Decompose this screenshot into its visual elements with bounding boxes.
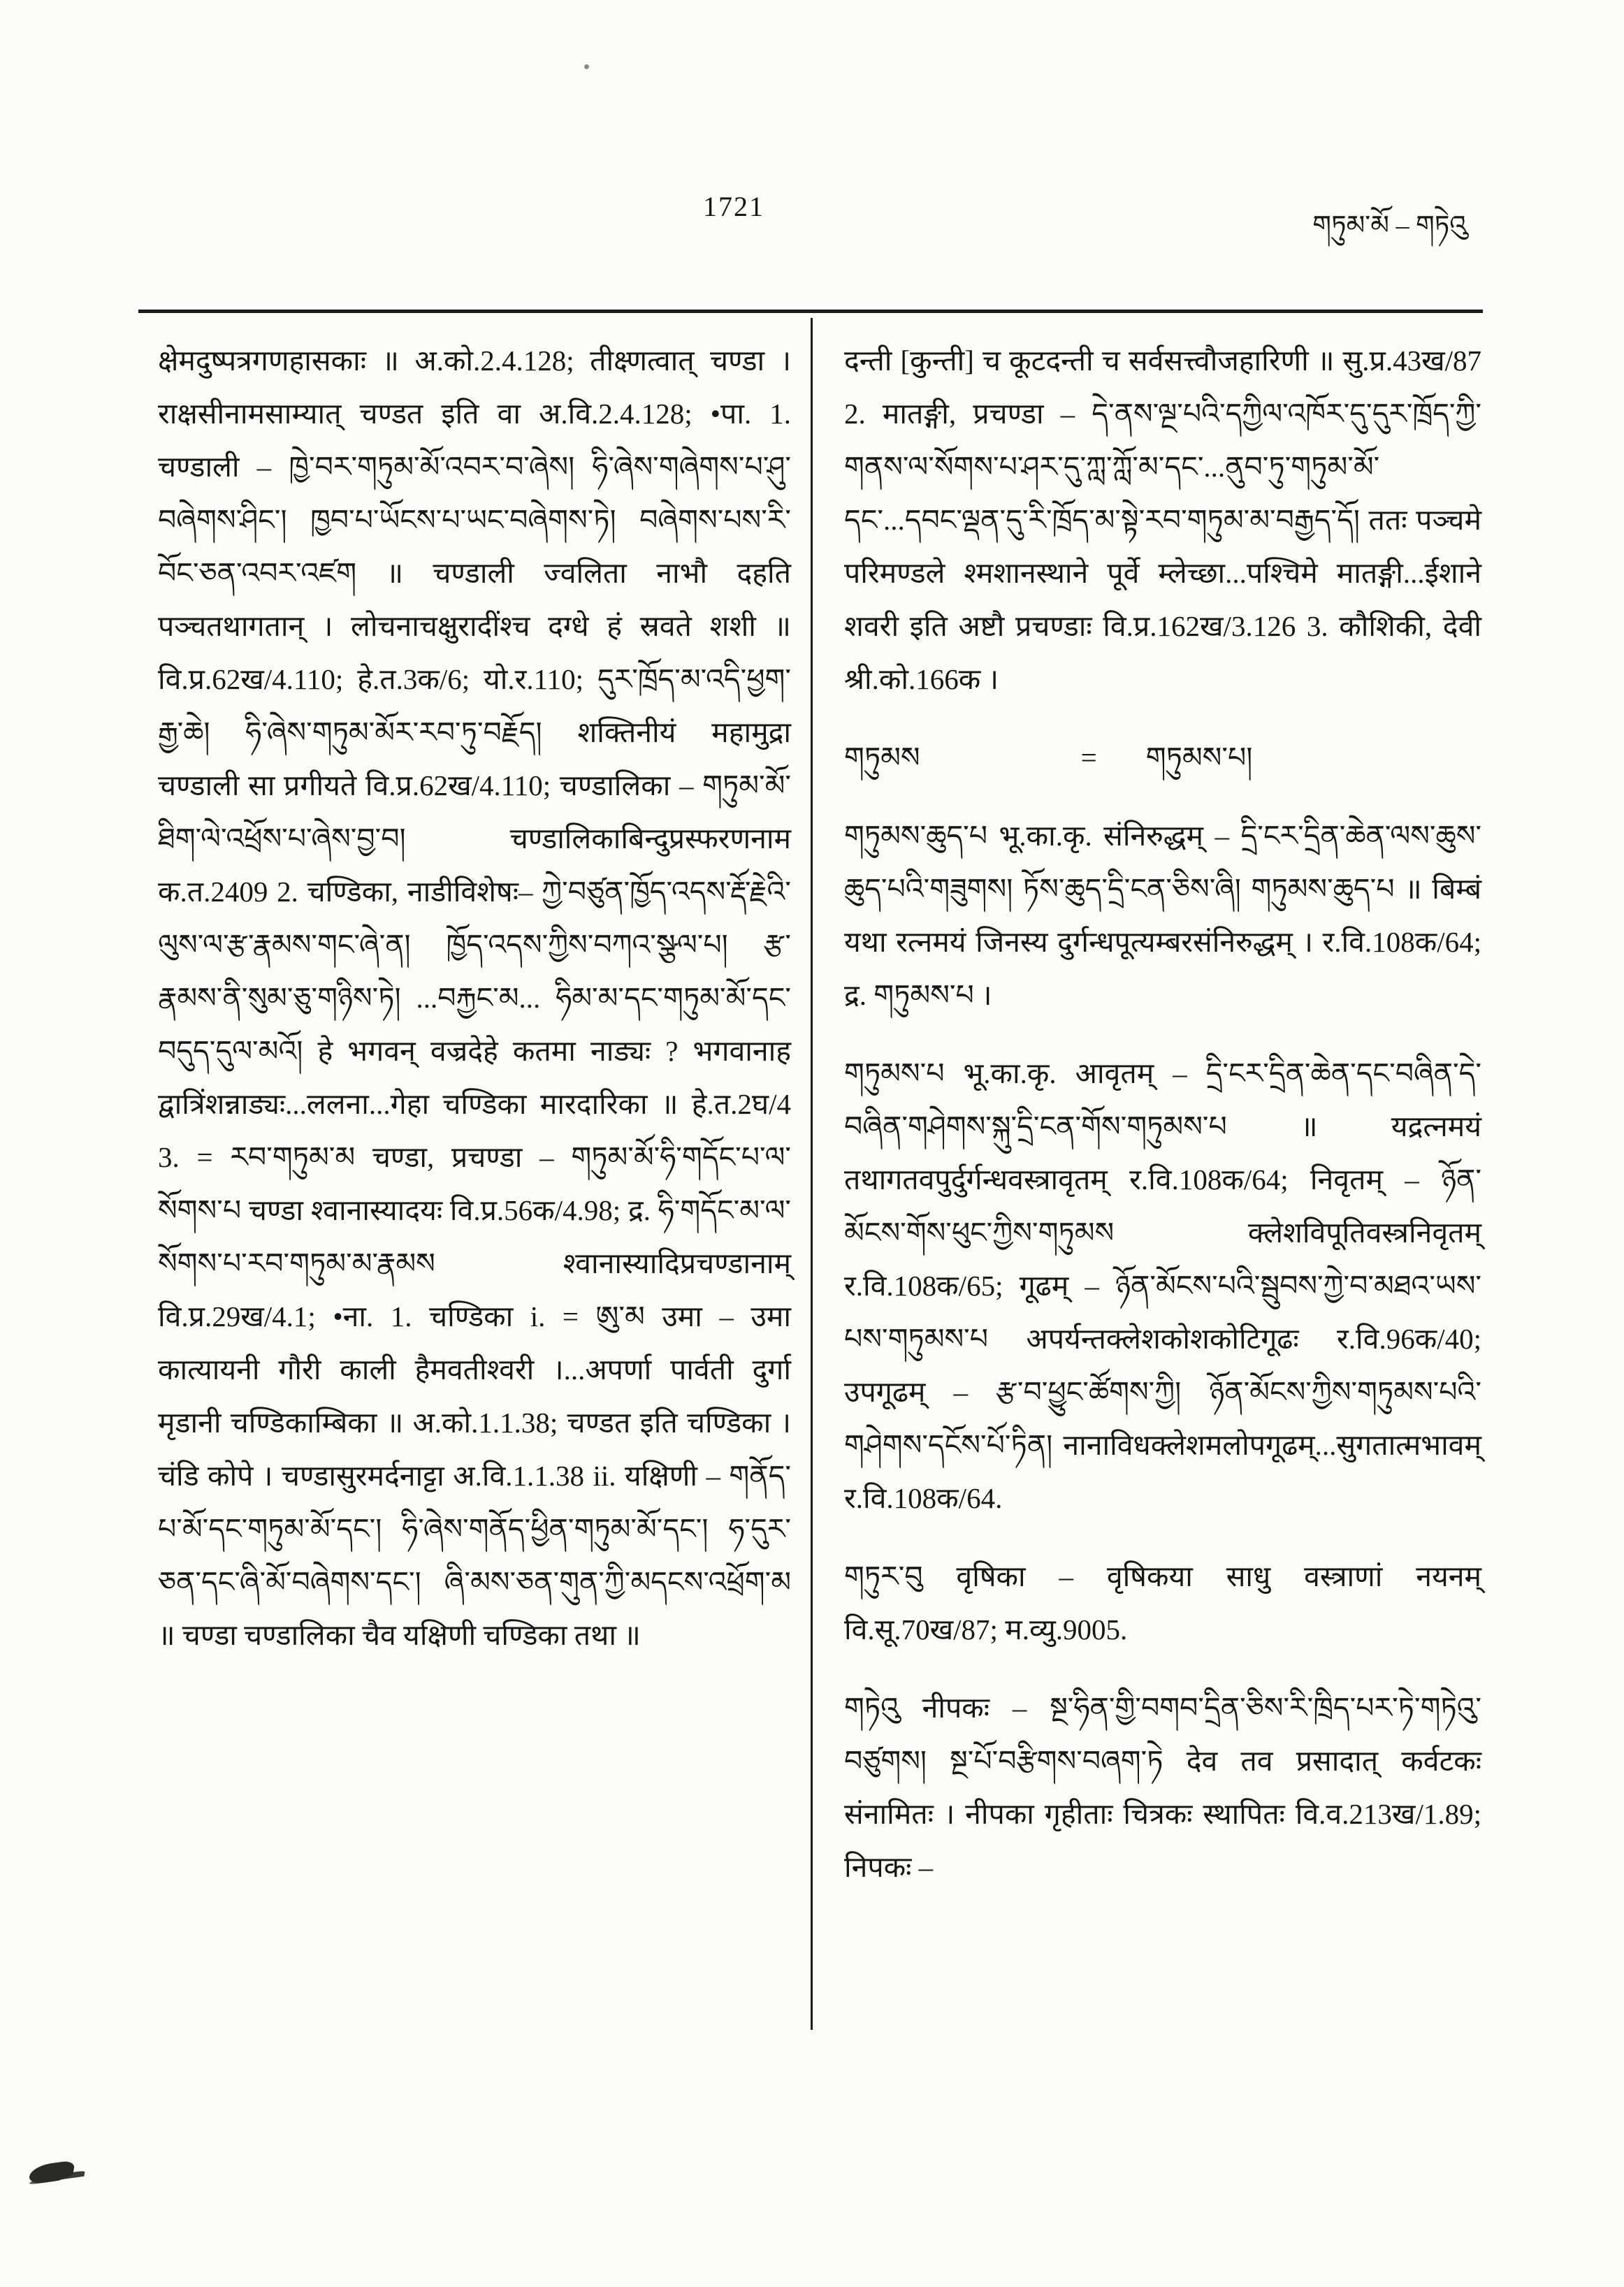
entry-vrsika: གཏུར་བུ वृषिका – वृषिकया साधु वस्त्राणां नयनम् वि.सू.70ख/87; म.व्यु.9005. (844, 1560, 1481, 1646)
left-column (158, 334, 791, 1662)
header-rule (138, 310, 1483, 313)
entry-cross-reference (844, 731, 1481, 784)
entry-candali-continuation: क्षेमदुष्पत्रगणहासकाः ॥ अ.को.2.4.128; तीक्ष्णत्वात् चण्डा । राक्षसीनामसाम्यात् चण्डत इति वा अ.वि.2.4.128; •पा. 1. चण्डाली – ཁྱེ་བར་གཏུམ་མོ་འབར་བ་ཞེས། ཧི་ཞེས་གཞེགས་པ་ཤུ་བཞེགས་ཤིང་། ཁྱབ་པ་ཡོངས་པ་ཡང་བཞེགས་ཏེ། བཞེགས་པས་རི་བོང་ཅན་འབར་འཛག ॥ चण्डाली ज्वलिता नाभौ दहति पञ्चतथागतान् । लोचनाचक्षुरादींश्च दग्धे हं स्रवते शशी ॥ वि.प्र.62ख/4.110; हे.त.3क/6; यो.र.110; དུར་ཁྲོད་མ་འདི་ཕྱག་རྒྱ་ཆེ། ཧི་ཞེས་གཏུམ་མོར་རབ་ཏུ་བརྗོད། शक्तिनीयं महामुद्रा चण्डाली सा प्रगीयते वि.प्र.62ख/4.110; चण्डालिका – གཏུམ་མོ་ཐིག་ལེ་འཕྲོས་པ་ཞེས་བྱ་བ། चण्डालिकाबिन्दुप्रस्फरणनाम क.त.2409 2. चण्डिका, नाडीविशेषः– ཀྱེ་བཙུན་ཁྱོད་འདས་རྡོ་རྗེའི་ལུས་ལ་རྩ་རྣམས་གང་ཞེ་ན། ཁྱོད་འདས་ཀྱིས་བཀའ་སྩལ་པ། རྩ་རྣམས་ནི་སུམ་ཅུ་གཉིས་ཏེ། ...བརྐྱང་མ... ཧིམ་མ་དང་གཏུམ་མོ་དང་བདུད་དུལ་མའོ། हे भगवन् वज्रदेहे कतमा नाड्यः ? भगवानाह द्वात्रिंशन्नाड्यः...ललना...गेहा चण्डिका मारदारिका ॥ हे.त.2घ/4 3. = རབ་གཏུམ་མ चण्डा, प्रचण्डा – གཏུམ་མོ་ཧི་གདོང་པ་ལ་སོགས་པ चण्डा श्वानास्यादयः वि.प्र.56क/4.98; द्र. ཧི་གདོང་མ་ལ་སོགས་པ་རབ་གཏུམ་མ་རྣམས श्वानास्यादिप्रचण्डानाम् वि.प्र.29ख/4.1; •ना. 1. चण्डिका i. = ཨུ་མ उमा – उमा कात्यायनी गौरी काली हैमवतीश्वरी ।...अपर्णा पार्वती दुर्गा मृडानी चण्डिकाम्बिका ॥ अ.को.1.1.38; चण्डत इति चण्डिका । चंडि कोपे । चण्डासुरमर्दनाट्टा अ.वि.1.1.38 ii. यक्षिणी – གནོད་པ་མོ་དང་གཏུམ་མོ་དང་། ཧི་ཞེས་གནོད་ཕྱིན་གཏུམ་མོ་དང་། ཧ་དུར་ཅན་དང་ཞི་མོ་བཞེགས་དང་། ཞི་མས་ཅན་གུན་ཀྱི་མདངས་འཕྲོག་མ ॥ चण्डा चण्डालिका चैव यक्षिणी चण्डिका तथा ॥ (158, 344, 791, 1651)
page-number: 1721 (703, 191, 764, 222)
entry-samniruddham: གཏུམས་ཆུད་པ भू.का.कृ. संनिरुद्धम् – དྲི་ངར་དྲིན་ཆེན་ལས་ཆུས་ཆུད་པའི་གཟུགས། ཏོས་ཆུད་དྲི་ངན་ཅིས་ཞི། གཏུམས་ཆུད་པ ॥ बिम्बं यथा रत्नमयं जिनस्य दुर्गन्धपूत्यम्बरसंनिरुद्धम् । र.वि.108क/64; द्र. གཏུམས་པ । (844, 820, 1481, 1011)
scan-speck (584, 64, 589, 69)
right-column (844, 334, 1481, 1894)
headword: གཏུམས (844, 741, 920, 774)
equals-sign: = (1080, 741, 1097, 774)
entry-nipaka: གཏེའུ नीपकः – སྔ་ཧིན་གྱི་བགབ་དྲིན་ཅིས་རི་ཁྲིད་པར་ཏེ་གཏེའུ་བཙུགས། སྔ་པོ་བརྩིགས་བཞག་ཏེ देव तव प्रसादात् कर्वटकः संनामितः । नीपका गृहीताः चित्रकः स्थापितः वि.व.213ख/1.89; निपकः – (844, 1692, 1481, 1883)
entry-avrtam: གཏུམས་པ भू.का.कृ. आवृतम् – དྲི་ངར་དྲིན་ཆེན་དང་བཞིན་དེ་བཞིན་གཤེགས་སྐུ་དྲི་ངན་གོས་གཏུམས་པ ॥ यद्रत्नमयं तथागतवपुर्दुर्गन्धवस्त्रावृतम् र.वि.108क/64; निवृतम् – ཉོན་མོངས་གོས་ཕུང་ཀྱིས་གཏུམས क्लेशविपूतिवस्त्रनिवृतम् र.वि.108क/65; गूढम् – ཉོན་མོངས་པའི་སྦུབས་ཀྱེ་བ་མཐའ་ཡས་པས་གཏུམས་པ अपर्यन्तक्लेशकोशकोटिगूढः र.वि.96क/40; उपगूढम् – རྩ་བ་ཕྱུང་ཚོགས་ཀྱི། ཉོན་མོངས་ཀྱིས་གཏུམས་པའི་གཤེགས་དངོས་པོ་ཏིན། नानाविधक्लेशमलोपगूढम्...सुगतात्मभावम् र.वि.108क/64. (844, 1057, 1481, 1514)
column-divider-rule (811, 318, 813, 2030)
ink-smudge (28, 2160, 75, 2185)
cross-reference-target: གཏུམས་པ། (1145, 741, 1253, 774)
running-head: གཏུམ་མོ – གཏེའུ (1312, 211, 1467, 240)
entry-pracanda-continuation: दन्ती [कुन्ती] च कूटदन्ती च सर्वसत्त्वौजहारिणी ॥ सु.प्र.43ख/87 2. मातङ्गी, प्रचण्डा – དེ་ནས་ལྔ་པའི་དཀྱིལ་འཁོར་དུ་དུར་ཁྲོད་ཀྱི་གནས་ལ་སོགས་པ་ཤར་དུ་ཀླ་ཀློ་མ་དང་...ནུབ་ཏུ་གཏུམ་མོ་དང་...དབང་ལྡན་དུ་རི་ཁྲོད་མ་སྟེ་རབ་གཏུམ་མ་བརྒྱད་དོ། ततः पञ्चमे परिमण्डले श्मशानस्थाने पूर्वे म्लेच्छा...पश्चिमे मातङ्गी...ईशाने शवरी इति अष्टौ प्रचण्डाः वि.प्र.162ख/3.126 3. कौशिकी, देवी श्री.को.166क । (844, 344, 1481, 695)
